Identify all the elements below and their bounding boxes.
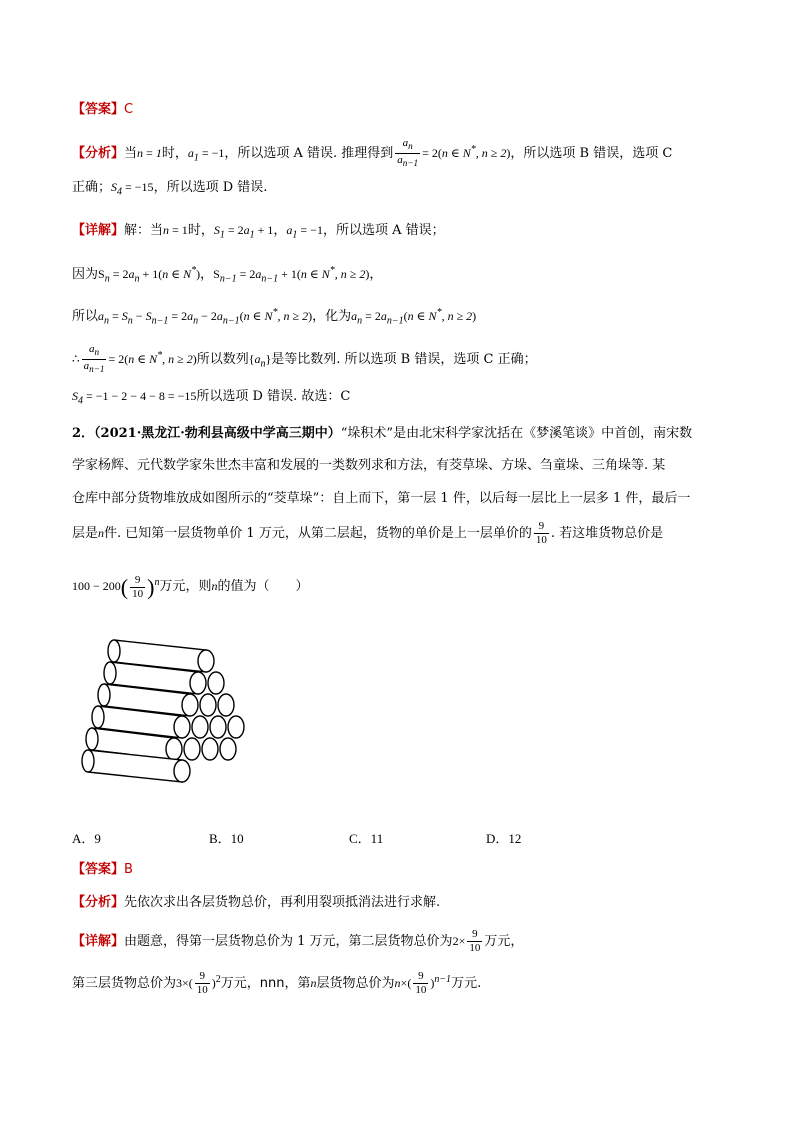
fraction: $\frac{a_n}{a_{n-1}}$ <box>397 137 419 169</box>
formula: = 2(n ∈ N*, n ≥ 2) <box>108 350 197 367</box>
question-number: 2． <box>72 426 95 441</box>
formula: $a_1 = -1$ <box>187 146 225 164</box>
q2-text-line-3 <box>72 489 690 509</box>
q2-analysis-line <box>72 893 440 913</box>
analysis-label: 【分析】 <box>72 146 125 162</box>
text: 第三层货物总价为 <box>72 976 177 991</box>
formula: n <box>98 526 105 540</box>
text: “垛积术”是由北宋科学家沈括在《梦溪笔谈》中首创，南宋数 <box>340 426 693 441</box>
q2-answer-line <box>72 860 133 880</box>
text: 万元. <box>451 976 482 991</box>
text: ，第 <box>284 976 311 991</box>
text: ，所以选项 A 错误； <box>322 223 445 238</box>
formula: $\{a_n\}$ <box>248 352 272 370</box>
text: ，所以选项 A 错误. 推理得到 <box>224 146 394 162</box>
formula: 2× <box>452 934 466 948</box>
q2-text-line-2 <box>72 456 665 476</box>
text: 正确； <box>72 180 112 195</box>
text: 时， <box>161 146 188 162</box>
text: nnn <box>259 976 285 991</box>
text: 所以数列 <box>196 352 249 368</box>
analysis-label: 【分析】 <box>72 895 125 910</box>
text: 万元， <box>220 976 260 991</box>
option-a[interactable]: A．9 <box>72 831 101 846</box>
text: ， <box>369 267 383 282</box>
text: 先依次求出各层货物总价，再利用裂项抵消法进行求解. <box>124 895 441 910</box>
formula: 3×( <box>176 976 193 990</box>
formula: n×( <box>394 976 412 990</box>
option-c[interactable]: C．11 <box>349 831 384 846</box>
q2-text-line-5 <box>72 573 308 601</box>
formula: n <box>211 579 218 593</box>
text: 学家杨辉、元代数学家朱世杰丰富和发展的一类数列求和方法，有茭草垛、方垛、刍童垛、三角垛等. 某 <box>72 458 666 473</box>
formula: $S_4 = -1 - 2 - 4 - 8 = -15$ <box>72 389 197 407</box>
q2-text-line-4 <box>72 520 663 547</box>
stacked-logs-figure <box>80 630 250 790</box>
text: ，所以选项 B 错误，选项 C <box>510 146 673 162</box>
detail-label: 【详解】 <box>72 223 125 238</box>
text: 层是 <box>72 526 99 541</box>
q1-detail-line-1 <box>72 220 445 245</box>
formula: $a_n = 2a_{n-1}(n$ ∈ N*, n ≥ 2) <box>351 307 477 327</box>
q1-analysis-line-2 <box>72 177 267 202</box>
q1-detail-line-4 <box>72 343 537 376</box>
text: . 若这堆货物总价是 <box>550 526 664 541</box>
q2-detail-line-2 <box>72 970 481 997</box>
formula: )$^2$ <box>211 974 221 990</box>
option-b[interactable]: B．10 <box>209 831 244 846</box>
text: 所以选项 D 错误. 故选：C <box>196 389 351 404</box>
text: 仓库中部分货物堆放成如图所示的“茭草垛”：自上而下，第一层 1 件，以后每一层比上一层多 1 件，最后一 <box>72 491 691 506</box>
formula: = 2(n ∈ N*, n ≥ 2) <box>422 144 511 161</box>
text: 的值为（ ） <box>217 579 309 594</box>
q1-detail-line-5 <box>72 386 350 411</box>
answer-label: 【答案】 <box>72 862 125 877</box>
q1-answer-line <box>72 100 133 120</box>
text: 件. 已知第一层货物单价 1 万元，从第二层起，货物的单价是上一层单价的 <box>104 526 532 541</box>
text: ， <box>200 267 214 282</box>
q2-text-line-1 <box>72 424 692 444</box>
text: ，所以选项 D 错误. <box>153 180 268 195</box>
text: 是等比数列. 所以选项 B 错误，选项 C 正确； <box>271 352 537 368</box>
therefore-symbol: ∴ <box>72 352 80 367</box>
text: 层货物总价为 <box>316 976 395 991</box>
text: ，化为 <box>312 309 352 324</box>
formula: $S_{n-1} = 2a_{n-1} + 1(n$ ∈ N*, n ≥ 2) <box>213 265 370 285</box>
fraction: $\frac{9}{10}$ <box>469 928 481 954</box>
formula: $S_4 = -15$ <box>111 180 154 198</box>
text: 所以 <box>72 309 99 324</box>
text: 万元，则 <box>159 579 212 594</box>
text: ， <box>273 223 287 238</box>
fraction: $\frac{a_n}{a_{n-1}}$ <box>83 343 105 375</box>
q1-analysis-line-1 <box>72 137 672 170</box>
formula: 100 − 200( $\frac{9}{10}$ )$^n$ <box>72 573 160 600</box>
option-d[interactable]: D．12 <box>486 831 522 846</box>
answer-label: 【答案】 <box>72 102 125 117</box>
text: 由题意，得第一层货物总价为 1 万元，第二层货物总价为 <box>124 934 453 949</box>
formula: n = 1 <box>163 223 188 237</box>
text: 当 <box>124 146 138 162</box>
text: 解：当 <box>124 223 164 238</box>
fraction: $\frac{9}{10}$ <box>196 970 208 996</box>
formula: $a_n = S_n - S_{n-1} = 2a_n - 2a_{n-1}(n$ ∈ N*, n ≥ 2) <box>98 307 313 327</box>
answer-options <box>72 828 672 848</box>
answer-value: B <box>124 862 133 877</box>
q1-detail-line-3 <box>72 303 476 331</box>
formula: n <box>310 976 317 990</box>
q1-detail-line-2 <box>72 261 382 289</box>
q2-detail-line-1 <box>72 928 523 955</box>
fraction: $\frac{9}{10}$ <box>415 970 427 996</box>
formula: $a_1 = -1$ <box>286 223 323 241</box>
question-source: （2021·黑龙江·勃利县高级中学高三期中） <box>94 426 341 441</box>
fraction: $\frac{9}{10}$ <box>535 520 547 546</box>
text: 时， <box>187 223 214 238</box>
formula: $S_n = 2a_n + 1(n$ ∈ N*) <box>98 265 201 285</box>
formula: )$^{n-1}$ <box>430 974 452 990</box>
formula: $S_1 = 2a_1 + 1$ <box>213 223 274 241</box>
answer-value: C <box>124 102 134 117</box>
detail-label: 【详解】 <box>72 934 125 949</box>
formula: n = 1 <box>137 146 162 161</box>
text: 因为 <box>72 267 99 282</box>
text: 万元， <box>484 934 524 949</box>
